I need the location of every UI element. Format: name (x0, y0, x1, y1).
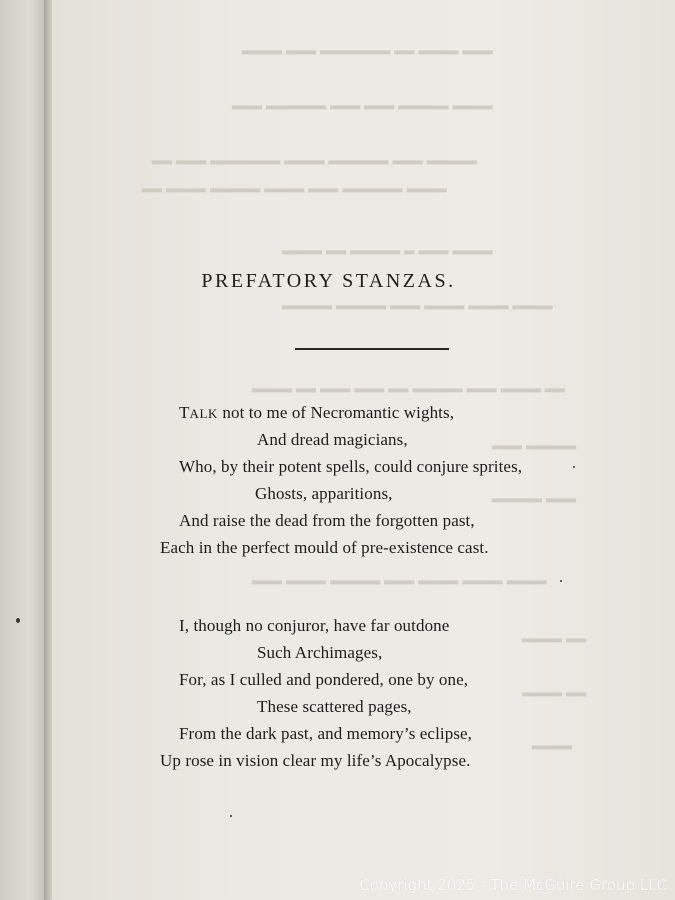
show-through-text: ▂▂▂▂ ▂▂▂▂▂▂ ▂▂▂ ▂▂▂▂ ▂▂▂▂▂ ▂▂▂▂ ▂▂ (142, 178, 447, 193)
show-through-text: ▂▂▂▂▂ ▂▂▂ ▂▂▂▂▂▂ ▂▂▂▂ ▂▂▂▂▂▂▂ ▂▂▂ ▂▂ (152, 150, 477, 165)
stanza2-line5: From the dark past, and memory’s eclipse, (179, 724, 473, 743)
copyright-watermark: Copyright 2025 - The McGuire Group LLC (359, 876, 667, 894)
show-through-text: ▂▂▂ ▂▂▂▂▂ (492, 488, 577, 503)
show-through-text: ▂▂ ▂▂▂▂ (522, 682, 587, 697)
stanza1-line5: And raise the dead from the forgotten past, (179, 511, 475, 530)
facing-page (0, 0, 50, 900)
stanza1-line4: Ghosts, apparitions, (255, 484, 393, 503)
stanza2-line4: These scattered pages, (257, 697, 412, 716)
show-through-text: ▂▂▂▂ (532, 735, 572, 750)
show-through-text: ▂▂ ▂▂▂▂ (522, 628, 587, 643)
paper-speck (573, 466, 575, 468)
page-title: PREFATORY STANZAS. (201, 270, 456, 292)
show-through-text: ▂▂▂▂ ▂▂▂▂ ▂▂▂▂ ▂▂▂ ▂▂▂▂▂ ▂▂▂▂ ▂▂▂ (252, 570, 547, 585)
stanza1-line2: And dread magicians, (257, 430, 408, 449)
small-caps-word: ALK (189, 406, 219, 421)
stanza2-line1: I, though no conjuror, have far outdone (179, 616, 450, 635)
line-text: not to me of Necromantic wights, (218, 403, 455, 422)
paper-speck (560, 580, 562, 582)
show-through-text: ▂▂▂▂ ▂▂▂ ▂ ▂▂▂▂▂ ▂▂ ▂▂▂▂ (282, 240, 493, 255)
stanza1-line6: Each in the perfect mould of pre-existence cast. (160, 538, 489, 557)
title-divider (295, 348, 449, 350)
show-through-text: ▂▂▂▂ ▂▂▂▂▂ ▂▂▂ ▂▂▂ ▂▂▂▂▂▂ ▂▂▂ (232, 95, 493, 110)
show-through-text: ▂▂ ▂▂▂▂ ▂▂▂ ▂▂▂▂▂ ▂▂ ▂▂▂ ▂▂▂ ▂▂ ▂▂▂▂ (252, 378, 565, 393)
drop-initial: T (179, 403, 190, 422)
show-through-text: ▂▂▂▂▂ ▂▂▂ (492, 435, 577, 450)
stanza1-line3: Who, by their potent spells, could conjure sprites, (179, 457, 523, 476)
stanza2-line3: For, as I culled and pondered, one by one, (179, 670, 469, 689)
show-through-text: ▂▂▂ ▂▂▂▂ ▂▂ ▂▂▂▂▂▂▂ ▂▂▂ ▂▂▂▂ (242, 40, 493, 55)
paper-speck (230, 815, 232, 817)
stanza1-line1 (179, 403, 454, 423)
stanza2-line6: Up rose in vision clear my life’s Apocalypse. (160, 751, 471, 770)
paper-speck (16, 618, 20, 623)
stanza2-line2: Such Archimages, (257, 643, 383, 662)
show-through-text: ▂▂▂▂ ▂▂▂▂ ▂▂▂▂ ▂▂▂ ▂▂▂▂▂ ▂▂▂▂▂ (282, 295, 553, 310)
book-page (52, 0, 675, 900)
